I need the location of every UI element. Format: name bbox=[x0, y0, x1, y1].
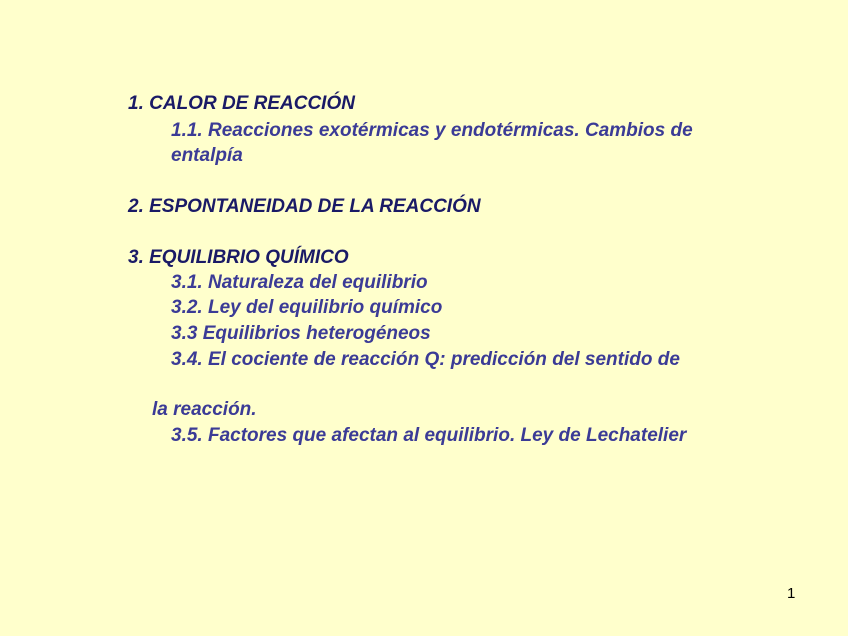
section-3-item-4: 3.4. El cociente de reacción Q: predicción del sentido de bbox=[171, 349, 680, 370]
section-3-title: 3. EQUILIBRIO QUÍMICO bbox=[128, 247, 349, 268]
section-2-title: 2. ESPONTANEIDAD DE LA REACCIÓN bbox=[128, 196, 481, 217]
section-1-title: 1. CALOR DE REACCIÓN bbox=[128, 93, 355, 114]
section-3-item-1: 3.1. Naturaleza del equilibrio bbox=[171, 272, 428, 293]
section-3-item-3: 3.3 Equilibrios heterogéneos bbox=[171, 323, 431, 344]
page-number: 1 bbox=[787, 585, 796, 602]
section-3-item-2: 3.2. Ley del equilibrio químico bbox=[171, 297, 443, 318]
section-3-item-4-continuation: la reacción. bbox=[152, 399, 257, 420]
section-1-item-1: 1.1. Reacciones exotérmicas y endotérmicas. Cambios de bbox=[171, 120, 693, 141]
section-3-item-5: 3.5. Factores que afectan al equilibrio. Ley de Lechatelier bbox=[171, 425, 687, 446]
section-1-item-1-continuation: entalpía bbox=[171, 145, 243, 166]
